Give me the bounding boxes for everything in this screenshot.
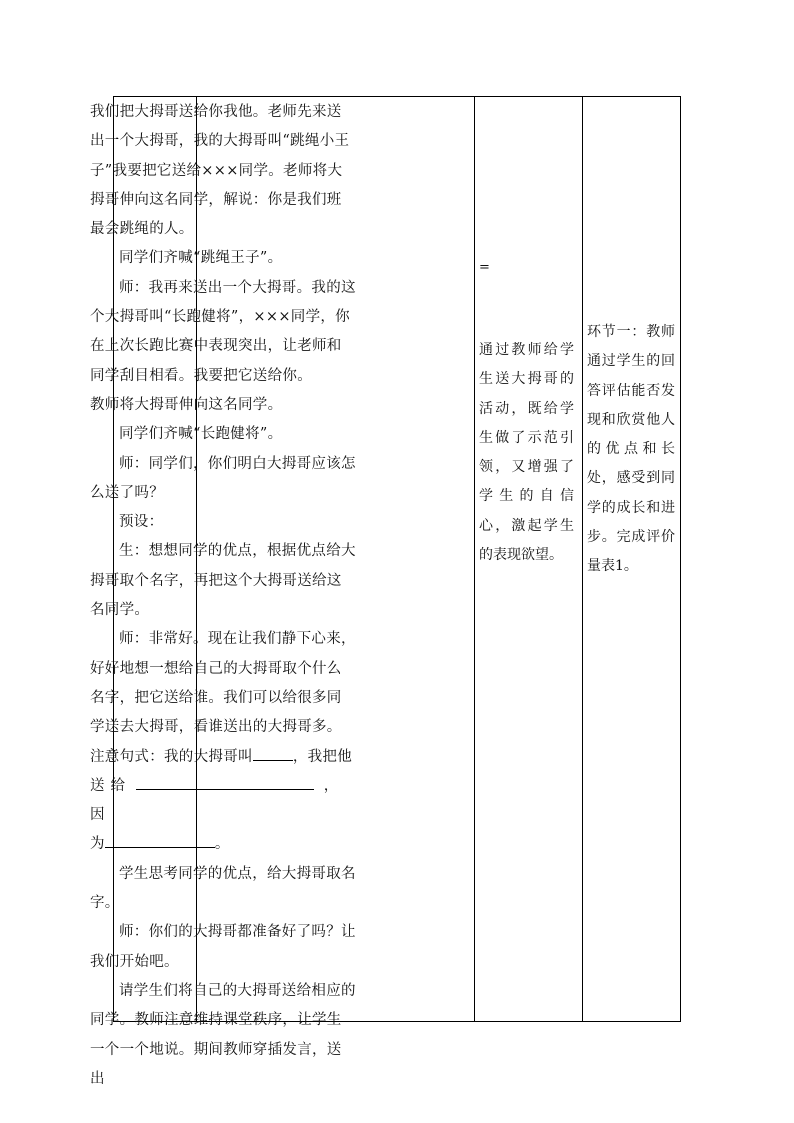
stray-mark: = (479, 260, 490, 275)
paragraph: 生：想想同学的优点，根据优点给大拇哥取个名字，再把这个大拇哥送给这名同学。 (90, 543, 356, 619)
fill-blank (253, 743, 293, 761)
paragraph: 同学们齐喊“长跑健将”。 (119, 426, 283, 443)
pattern-text: 注意句式：我的大拇哥叫 (90, 748, 253, 765)
fill-blank (136, 772, 314, 790)
assessment-text: 环节一：教师通过学生的回答评估能否发现和欣赏他人的优点和长处，感受到同学的成长和进步。完成评价量表1。 (587, 324, 675, 575)
fill-blank (105, 830, 215, 848)
paragraph: 教师将大拇哥伸向这名同学。 (90, 396, 283, 413)
paragraph: 师：我再来送出一个大拇哥。我的这个大拇哥叫“长跑健将”，×××同学，你在上次长跑比赛中表现突出，让老师和同学刮目相看。我要把它送给你。 (90, 279, 356, 384)
pattern-text: 为 (90, 836, 105, 853)
design-intent-text: 通过教师给学生送大拇哥的活动，既给学生做了示范引领，又增强了学生的自信心，激起学生的表现欲望。 (479, 342, 574, 564)
paragraph: 同学们齐喊“跳绳王子”。 (119, 250, 283, 267)
sentence-pattern (90, 743, 356, 860)
paragraph: 学生思考同学的优点，给大拇哥取名字。 (90, 865, 356, 912)
paragraph: 师：你们的大拇哥都准备好了吗？让我们开始吧。 (90, 924, 356, 970)
activity-text (90, 98, 356, 1094)
pattern-text: 送给 (90, 777, 131, 794)
paragraph: 预设： (119, 514, 164, 531)
paragraph: 师：非常好。现在让我们静下心来，好好地想一想给自己的大拇哥取个什么名字，把它送给谁。我们可以给很多同学送去大拇哥，看谁送出的大拇哥多。 (90, 631, 356, 736)
paragraph: 请学生们将自己的大拇哥送给相应的同学。教师注意维持课堂秩序，让学生一个一个地说。期间教师穿插发言，送出 (90, 982, 356, 1087)
pattern-text: 。 (214, 836, 230, 853)
pattern-text: ，我把他 (292, 748, 353, 765)
pattern-text: ，因 (90, 777, 345, 824)
paragraph: 师：同学们，你们明白大拇哥应该怎么送了吗？ (90, 455, 356, 501)
paragraph: 我们把大拇哥送给你我他。老师先来送出一个大拇哥，我的大拇哥叫“跳绳小王子”我要把它送给×××同学。老师将大拇哥伸向这名同学，解说：你是我们班最会跳绳的人。 (90, 104, 350, 238)
